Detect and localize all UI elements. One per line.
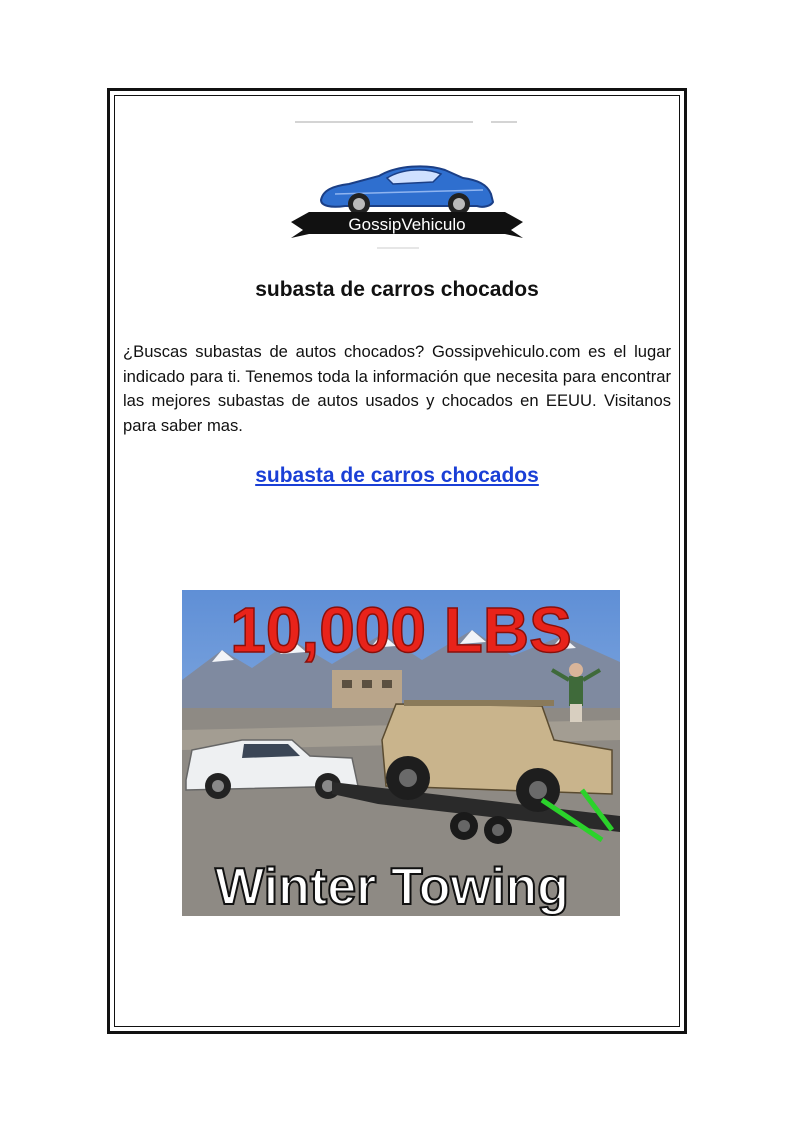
page-border bbox=[107, 88, 687, 1034]
person bbox=[569, 676, 583, 706]
gossipvehiculo-logo bbox=[287, 120, 527, 250]
page-title: subasta de carros chocados bbox=[255, 278, 539, 301]
winter-towing-photo bbox=[182, 590, 620, 916]
logo-brand-text: GossipVehiculo bbox=[348, 215, 466, 234]
photo-bottom-caption: Winter Towing bbox=[215, 858, 569, 916]
building bbox=[332, 670, 402, 710]
subasta-link[interactable]: subasta de carros chocados bbox=[255, 464, 539, 487]
description-paragraph: ¿Buscas subastas de autos chocados? Gossipvehiculo.com es el lugar indicado para ti. Tenemos toda la información que necesita para encontrar las mejores subastas de autos usados y chocados en EEUU. Visitanos para saber mas. bbox=[123, 342, 671, 435]
page-border-inner bbox=[114, 95, 680, 1027]
photo-top-caption: 10,000 LBS bbox=[230, 594, 572, 666]
